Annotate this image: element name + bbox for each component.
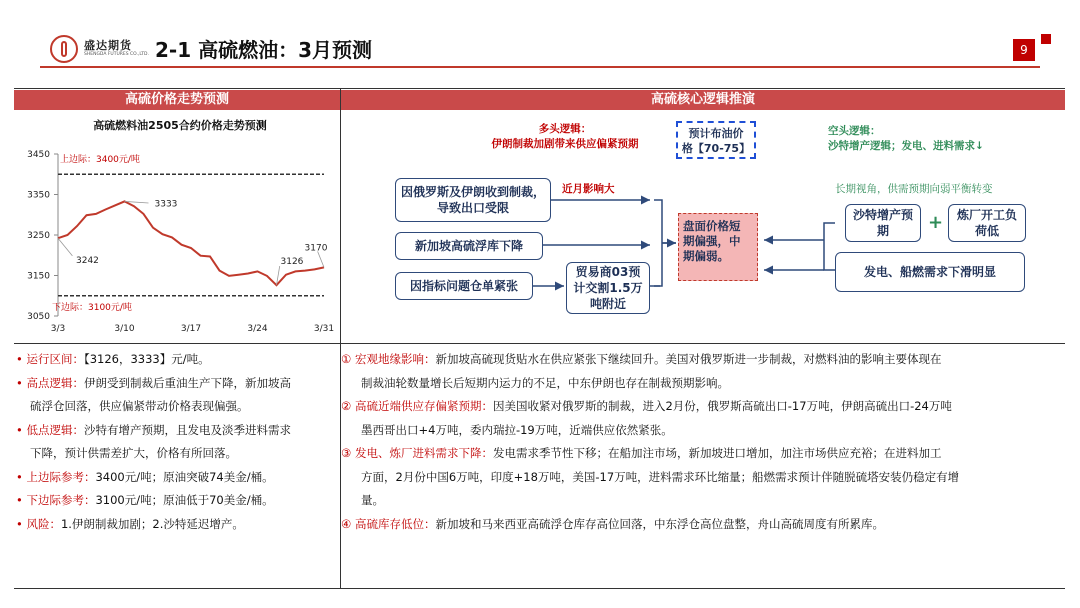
point-callout-line [318,251,324,267]
plus-sign: + [928,212,944,233]
left-section-header: 高硫价格走势预测 [14,90,340,110]
analysis-label: 宏观地缘影响： [354,352,436,366]
forecast-line-1: 预计布油价 [688,127,744,140]
item-number: ④ [341,516,355,531]
index-warrant-box: 因指标问题仓单紧张 [395,272,533,300]
bullet-icon: • [16,375,27,390]
bullet-icon: • [16,469,27,484]
core-line-2: 期偏强，中 [683,234,741,248]
summary-text: 3100元/吨；原油低于70美金/桶。 [95,493,274,507]
header-divider [40,66,1040,68]
bullet-icon: • [16,422,27,437]
analysis-text: 新加坡高硫现货贴水在供应紧张下继续回升。美国对俄罗斯进一步制裁，对燃料油的影响主要体现在 [435,352,942,366]
analysis-label: 高硫库存低位： [354,516,436,531]
company-logo-icon [50,35,78,63]
x-tick-label: 3/17 [180,324,202,334]
page-number: 9 [1013,39,1035,61]
analysis-text-continued: 量。 [361,493,384,507]
analysis-label: 发电、炼厂进料需求下降： [354,446,493,460]
bull-logic-text: 伊朗制裁加剧带来供应偏紧预期 [491,138,639,150]
long-term-label: 长期视角，供需预期向弱平衡转变 [835,183,993,195]
summary-text-continued: 硫浮仓回落，供应偏紧带动价格表现偏强。 [30,399,249,413]
item-number: ① [341,352,355,366]
summary-item [16,419,340,443]
bull-logic-title: 多头逻辑： [538,123,592,135]
summary-label: 风险： [26,516,61,531]
summary-text: 3400元/吨；原油突破74美金/桶。 [95,469,274,484]
summary-item [16,348,340,372]
bullet-icon: • [16,352,27,366]
summary-label: 高点逻辑： [26,375,84,390]
summary-text: 沙特有增产预期，且发电及淡季进料需求 [83,422,291,437]
analysis-item [341,395,1065,419]
core-line-3: 期偏弱。 [683,249,729,263]
item-number: ② [341,399,355,413]
analysis-text: 发电需求季节性下移；在船加注市场，新加坡进口增加，加注市场供应充裕；在进料加工 [492,446,942,460]
logo-text: 盛达期货 [84,39,132,52]
summary-item [16,513,340,537]
bullet-icon: • [16,493,27,507]
price-series-line [58,201,324,285]
singapore-storage-box: 新加坡高硫浮库下降 [395,232,543,260]
lower-bound-label: 下边际：3100元/吨 [52,302,132,313]
point-label: 3170 [304,243,328,254]
summary-text-continued: 下降，预计供需差扩大，价格有所回落。 [30,446,237,460]
summary-text: 【3126，3333】元/吨。 [83,352,210,366]
analysis-list [341,348,1065,536]
summary-label: 运行区间： [26,352,84,366]
russia-iran-sanction-box: 因俄罗斯及伊朗收到制裁，导致出口受限 [395,178,551,222]
frame-top-line [14,88,1065,89]
frame-middle-line [14,343,1065,344]
analysis-text-continued: 墨西哥出口+4万吨，委内瑞拉-19万吨，近端供应依然紧张。 [361,422,673,437]
y-tick-label: 3250 [27,231,50,241]
analysis-text: 新加坡和马来西亚高硫浮仓库存高位回落，中东浮仓高位盘整，舟山高硫周度有所累库。 [435,516,884,531]
logo-subtext: SHENGDA FUTURES CO.,LTD. [84,52,149,57]
summary-list [16,348,340,536]
summary-text: 伊朗受到制裁后重油生产下降，新加坡高 [83,375,291,390]
summary-item [16,466,340,490]
point-label: 3242 [76,256,99,267]
y-tick-label: 3150 [27,271,50,282]
corner-decoration [1041,34,1051,44]
analysis-item [341,348,1065,372]
analysis-item [341,513,1065,537]
chart-title: 高硫燃料油2505合约价格走势预测 [93,119,267,132]
analysis-item [341,442,1065,466]
x-tick-label: 3/31 [313,324,335,334]
analysis-text: 因美国收紧对俄罗斯的制裁，进入2月份，俄罗斯高硫出口-17万吨，伊朗高硫出口-24万吨 [492,399,952,413]
summary-item [16,489,340,513]
point-label: 3126 [280,257,304,268]
summary-label: 低点逻辑： [26,422,84,437]
upper-bound-label: 上边际：3400元/吨 [60,155,140,165]
y-tick-label: 3450 [27,150,50,160]
price-chart [14,140,340,340]
x-tick-label: 3/24 [247,324,268,334]
summary-text: 1.伊朗制裁加剧；2.沙特延迟增产。 [60,516,244,531]
summary-label: 上边际参考： [26,469,96,484]
forecast-line-2: 格【70-75】 [681,142,751,155]
frame-bottom-line [14,588,1065,589]
bracket-right [824,223,835,270]
bear-logic-text: 沙特增产逻辑；发电、进料需求↓ [828,140,984,152]
y-tick-label: 3350 [27,190,50,201]
analysis-label: 高硫近端供应存偏紧预期： [354,399,493,413]
point-callout-line [58,238,72,256]
bear-logic-title: 空头逻辑： [828,125,881,137]
refinery-load-box: 炼厂开工负荷低 [948,204,1026,242]
point-label: 3333 [154,199,178,210]
logic-arrows [340,110,1065,340]
y-tick-label: 3050 [27,312,50,322]
analysis-text-continued: 方面，2月份中国6万吨，印度+18万吨，美国-17万吨，进料需求环比缩量；船燃需求预计伴随脱硫塔安装仍稳定有增 [361,469,960,484]
right-section-header: 高硫核心逻辑推演 [341,90,1065,110]
analysis-text-continued: 制裁油轮数量增长后短期内运力的不足，中东伊朗也存在制裁预期影响。 [361,375,729,390]
trader-delivery-box: 贸易商03预计交割1.5万吨附近 [566,262,650,314]
near-term-label: 近月影响大 [562,183,615,195]
saudi-increase-box: 沙特增产预期 [845,204,921,242]
summary-item [16,372,340,396]
page-title: 2-1 高硫燃油：3月预测 [155,38,373,62]
x-tick-label: 3/3 [50,324,66,334]
power-bunker-demand-box: 发电、船燃需求下滑明显 [835,252,1025,292]
core-line-1: 盘面价格短 [683,219,741,233]
summary-label: 下边际参考： [26,493,96,507]
bullet-icon: • [16,516,27,531]
x-tick-label: 3/10 [114,324,135,334]
item-number: ③ [341,446,355,460]
